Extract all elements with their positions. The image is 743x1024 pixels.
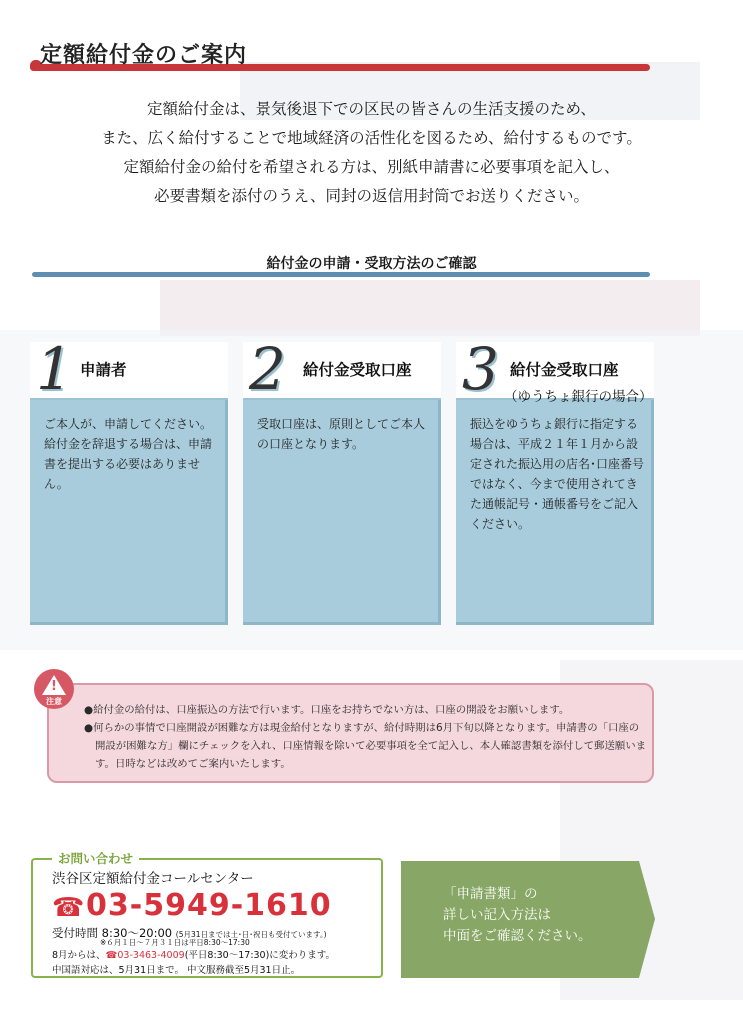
step-sublabel: （ゆうちょ銀行の場合） [504,389,653,405]
hours-weekend-note: (5月31日までは土･日･祝日も受付ています。) [175,930,327,939]
guide-arrow-tip [639,861,655,978]
contact-org: 渋谷区定額給付金コールセンター [52,871,254,887]
hours-note: ※６月１日～７月３１日は平日8:30～17:30 [100,938,250,947]
caution-text [84,701,646,773]
step-text: ご本人が、申請してください。給付金を辞退する場合は、申請書を提出する必要はありません。 [44,417,213,491]
show-through-band [160,280,700,336]
phone-number[interactable]: 03-5949-1610 [86,888,332,923]
august-notice [52,947,335,961]
intro-line: 定額給付金の給付を希望される方は、別紙申請書に必要事項を記入し、 [123,158,620,176]
step-number: 2 [249,335,286,403]
august-phone[interactable]: ☎03-3463-4009 [105,950,185,961]
step-card-applicant [30,335,228,625]
warning-icon [34,669,74,709]
intro-line: 定額給付金は、景気後退下での区民の皆さんの生活支援のため、 [147,100,596,118]
guide-line: 中面をご確認ください。 [443,928,592,944]
step-number: 3 [462,335,499,403]
step-label: 申請者 [80,361,127,379]
caution-item: ●何らかの事情で口座開設が困難な方は現金給付となりますが、給付時期は6月下旬以降となります。申請書の「口座の開設が困難な方」欄にチェックを入れ、口座情報を除いて必要事項を全て記入し、本人確認書類を添付して郵送願います。日時などは改めてご案内いたします。 [84,722,647,770]
contact-heading: お問い合わせ [52,849,139,867]
hours-text: 受付時間 8:30～20:00 [52,926,173,940]
page-title: 定額給付金のご案内 [40,43,248,68]
guide-line: 「申請書類」の [443,886,538,902]
section-heading: 給付金の申請・受取方法のご確認 [266,256,477,272]
warning-icon-label: 注意 [46,697,62,706]
august-prefix: 8月からは、 [52,950,106,961]
chinese-support-note: 中国語対応は、5月31日まで。 中文服務截至5月31日止。 [52,965,301,976]
august-suffix: (平日8:30～17:30)に変わります。 [184,950,336,961]
caution-item: ●給付金の給付は、口座振込の方法で行います。口座をお持ちでない方は、口座の開設をお願いします。 [84,704,570,716]
step-text: 受取口座は、原則としてご本人の口座となります。 [257,417,426,451]
intro-line: 必要書類を添付のうえ、同封の返信用封筒でお送りください。 [154,187,589,205]
step-text: 振込をゆうちょ銀行に指定する場合は、平成２１年１月から設定された振込用の店名･口座番号ではなく、今まで使用されてきた通帳記号・通帳番号をご記入ください。 [470,417,645,531]
step-number: 1 [36,335,73,403]
exclamation-mark: ! [51,679,57,694]
step-label: 給付金受取口座 [303,361,412,379]
guide-line: 詳しい記入方法は [443,907,551,923]
intro-paragraph [0,95,743,211]
intro-line: また、広く給付することで地域経済の活性化を図るため、給付するものです。 [101,129,642,147]
step-card-account [243,335,441,625]
guide-text [443,884,592,947]
step-label: 給付金受取口座 [510,361,619,379]
phone-icon: ☎ [52,893,85,923]
section-underline [32,272,650,277]
step-card-yucho-account [456,335,654,625]
